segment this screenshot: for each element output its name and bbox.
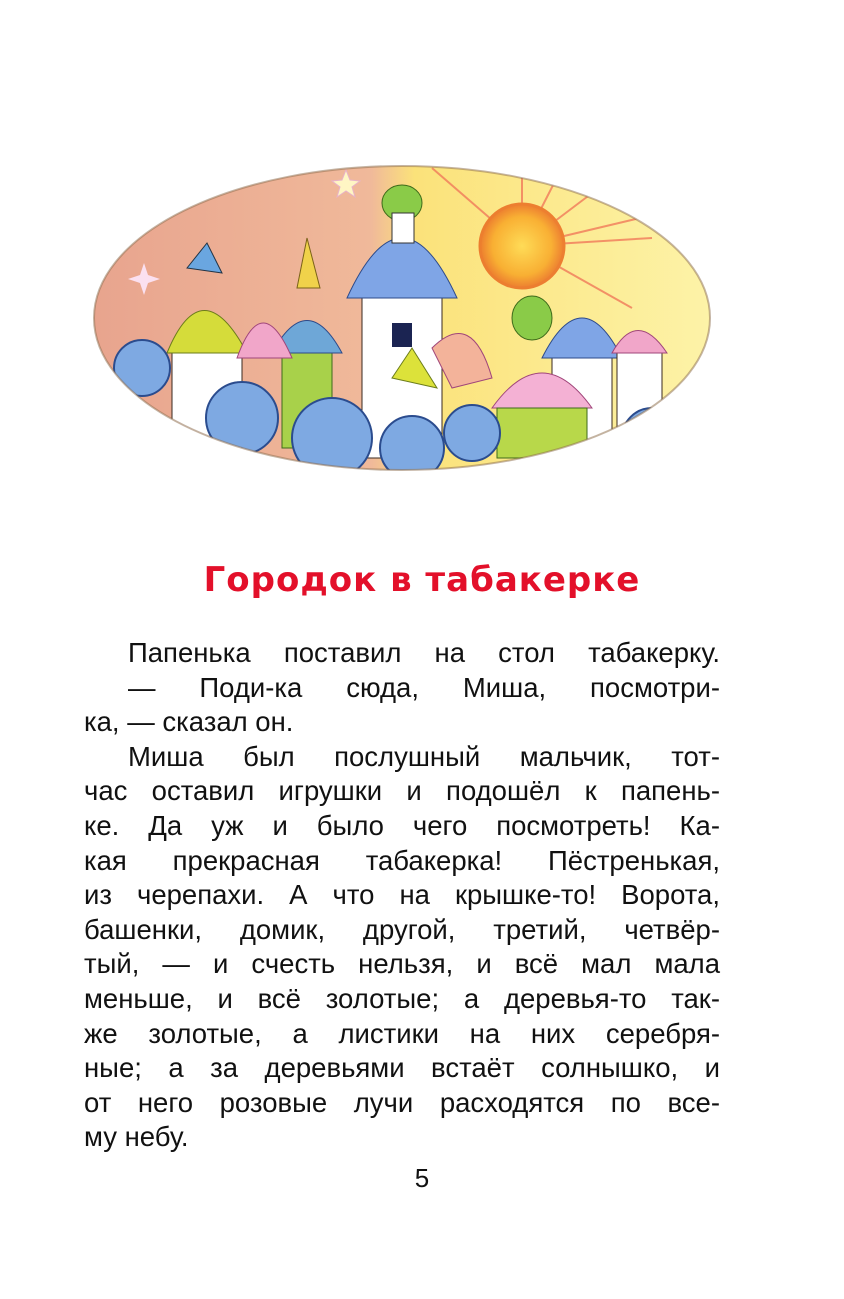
text-line: из черепахи. А что на крышке-то! Ворота, bbox=[84, 879, 720, 911]
text-line: ка, — сказал он. bbox=[84, 706, 294, 738]
text-line: Папенька поставил на стол табакерку. bbox=[128, 637, 720, 668]
town-illustration bbox=[92, 118, 712, 478]
text-line: — Поди-ка сюда, Миша, посмотри- bbox=[128, 671, 720, 703]
text-line: час оставил игрушки и подошёл к папень- bbox=[84, 775, 720, 807]
text-line: от него розовые лучи расходятся по все- bbox=[84, 1086, 720, 1118]
text-line: ные; а за деревьями встаёт солнышко, и bbox=[84, 1052, 720, 1084]
story-text bbox=[84, 636, 720, 1155]
text-line: меньше, и всё золотые; а деревья-то так- bbox=[84, 982, 720, 1014]
text-line: башенки, домик, другой, третий, четвёр- bbox=[84, 913, 720, 945]
text-line: му небу. bbox=[84, 1121, 189, 1153]
text-line: же золотые, а листики на них серебря- bbox=[84, 1017, 720, 1049]
chapter-title: Городок в табакерке bbox=[203, 560, 641, 600]
text-line: кая прекрасная табакерка! Пёстренькая, bbox=[84, 844, 720, 876]
text-line: ке. Да уж и было чего посмотреть! Ка- bbox=[84, 809, 720, 841]
text-line: Миша был послушный мальчик, тот- bbox=[128, 740, 720, 772]
text-line: тый, — и счесть нельзя, и всё мал мала bbox=[84, 948, 720, 980]
page-number: 5 bbox=[414, 1163, 430, 1193]
